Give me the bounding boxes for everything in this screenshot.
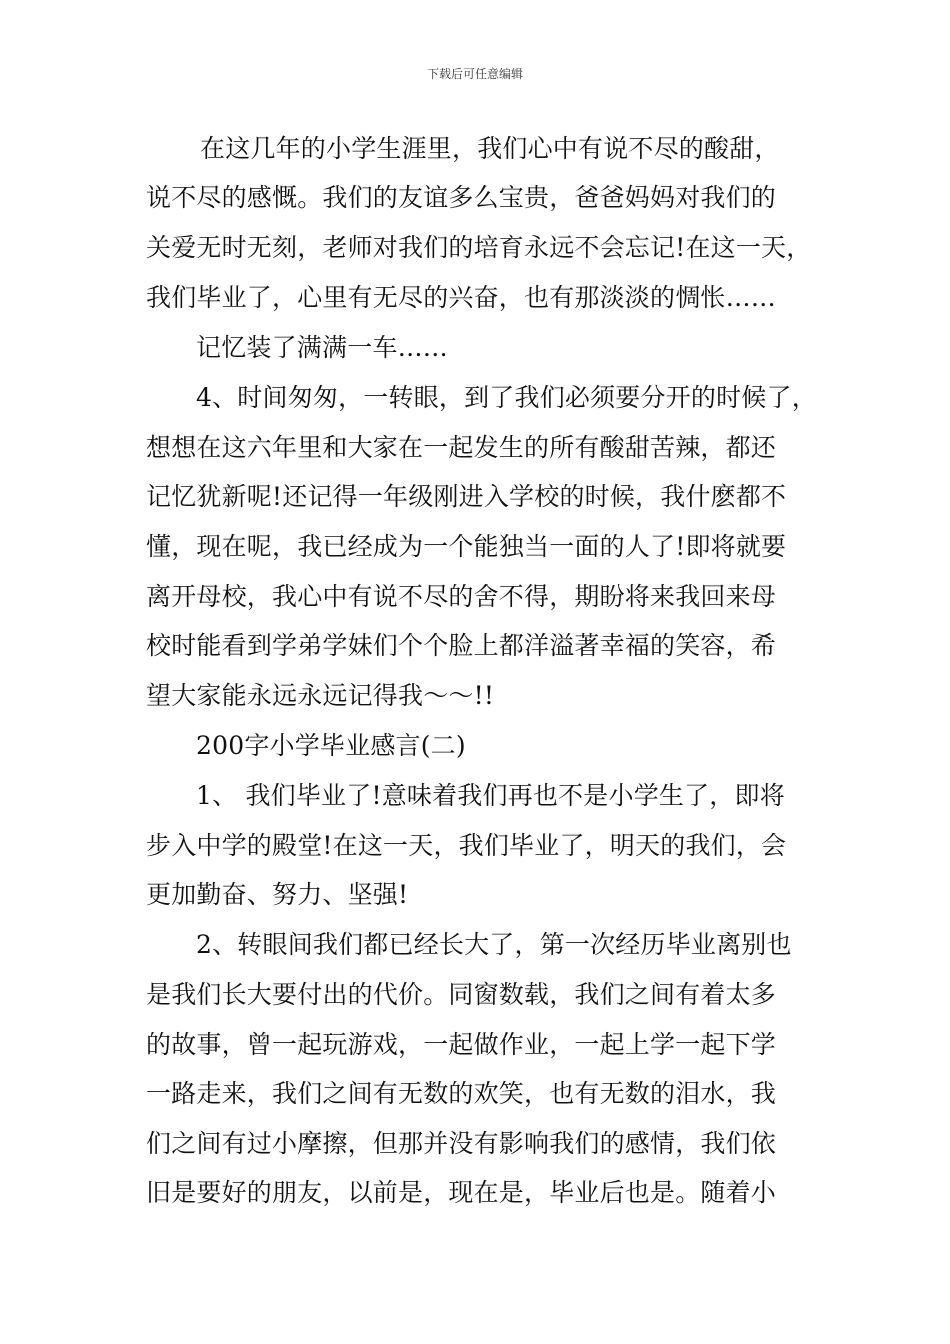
text-line: 一路走来，我们之间有无数的欢笑，也有无数的泪水，我 [146, 1079, 777, 1108]
text-line: 离开母校，我心中有说不尽的舍不得，期盼将来我回来母 [146, 582, 777, 611]
text-line: 我们毕业了，心里有无尽的兴奋，也有那淡淡的惆怅…… [146, 283, 777, 312]
text-line: 记忆装了满满一车…… [196, 333, 449, 362]
text-line: 在这几年的小学生涯里，我们心中有说不尽的酸甜， [200, 134, 780, 163]
text-line: 是我们长大要付出的代价。同窗数载，我们之间有着太多 [146, 980, 777, 1009]
text-line: 4、时间匆匆，一转眼，到了我们必须要分开的时候了， [196, 383, 817, 412]
text-line: 关爱无时无刻，老师对我们的培育永远不会忘记!在这一天， [146, 233, 812, 262]
text-line: 旧是要好的朋友，以前是，现在是，毕业后也是。随着小 [146, 1178, 777, 1207]
section-heading: 200字小学毕业感言(二) [196, 731, 466, 760]
text-line: 懂，现在呢，我已经成为一个能独当一面的人了!即将就要 [146, 532, 787, 561]
text-line: 想想在这六年里和大家在一起发生的所有酸甜苦辣，都还 [146, 433, 777, 462]
page-header: 下载后可任意编辑 [426, 67, 523, 81]
text-line: 的故事，曾一起玩游戏，一起做作业，一起上学一起下学 [146, 1030, 777, 1059]
text-line: 步入中学的殿堂!在这一天，我们毕业了，明天的我们，会 [146, 831, 787, 860]
text-line: 们之间有过小摩擦，但那并没有影响我们的感情，我们依 [146, 1129, 777, 1158]
text-line: 说不尽的感慨。我们的友谊多么宝贵，爸爸妈妈对我们的 [146, 183, 777, 212]
text-line: 校时能看到学弟学妹们个个脸上都洋溢著幸福的笑容，希 [146, 631, 777, 660]
text-line: 望大家能永远永远记得我～～!! [146, 681, 495, 710]
text-line: 1、 我们毕业了!意味着我们再也不是小学生了，即将 [196, 781, 785, 810]
text-line: 记忆犹新呢!还记得一年级刚进入学校的时候，我什麽都不 [146, 482, 787, 511]
text-line: 2、转眼间我们都已经长大了，第一次经历毕业离别也 [196, 930, 792, 959]
text-line: 更加勤奋、努力、坚强! [146, 880, 409, 909]
